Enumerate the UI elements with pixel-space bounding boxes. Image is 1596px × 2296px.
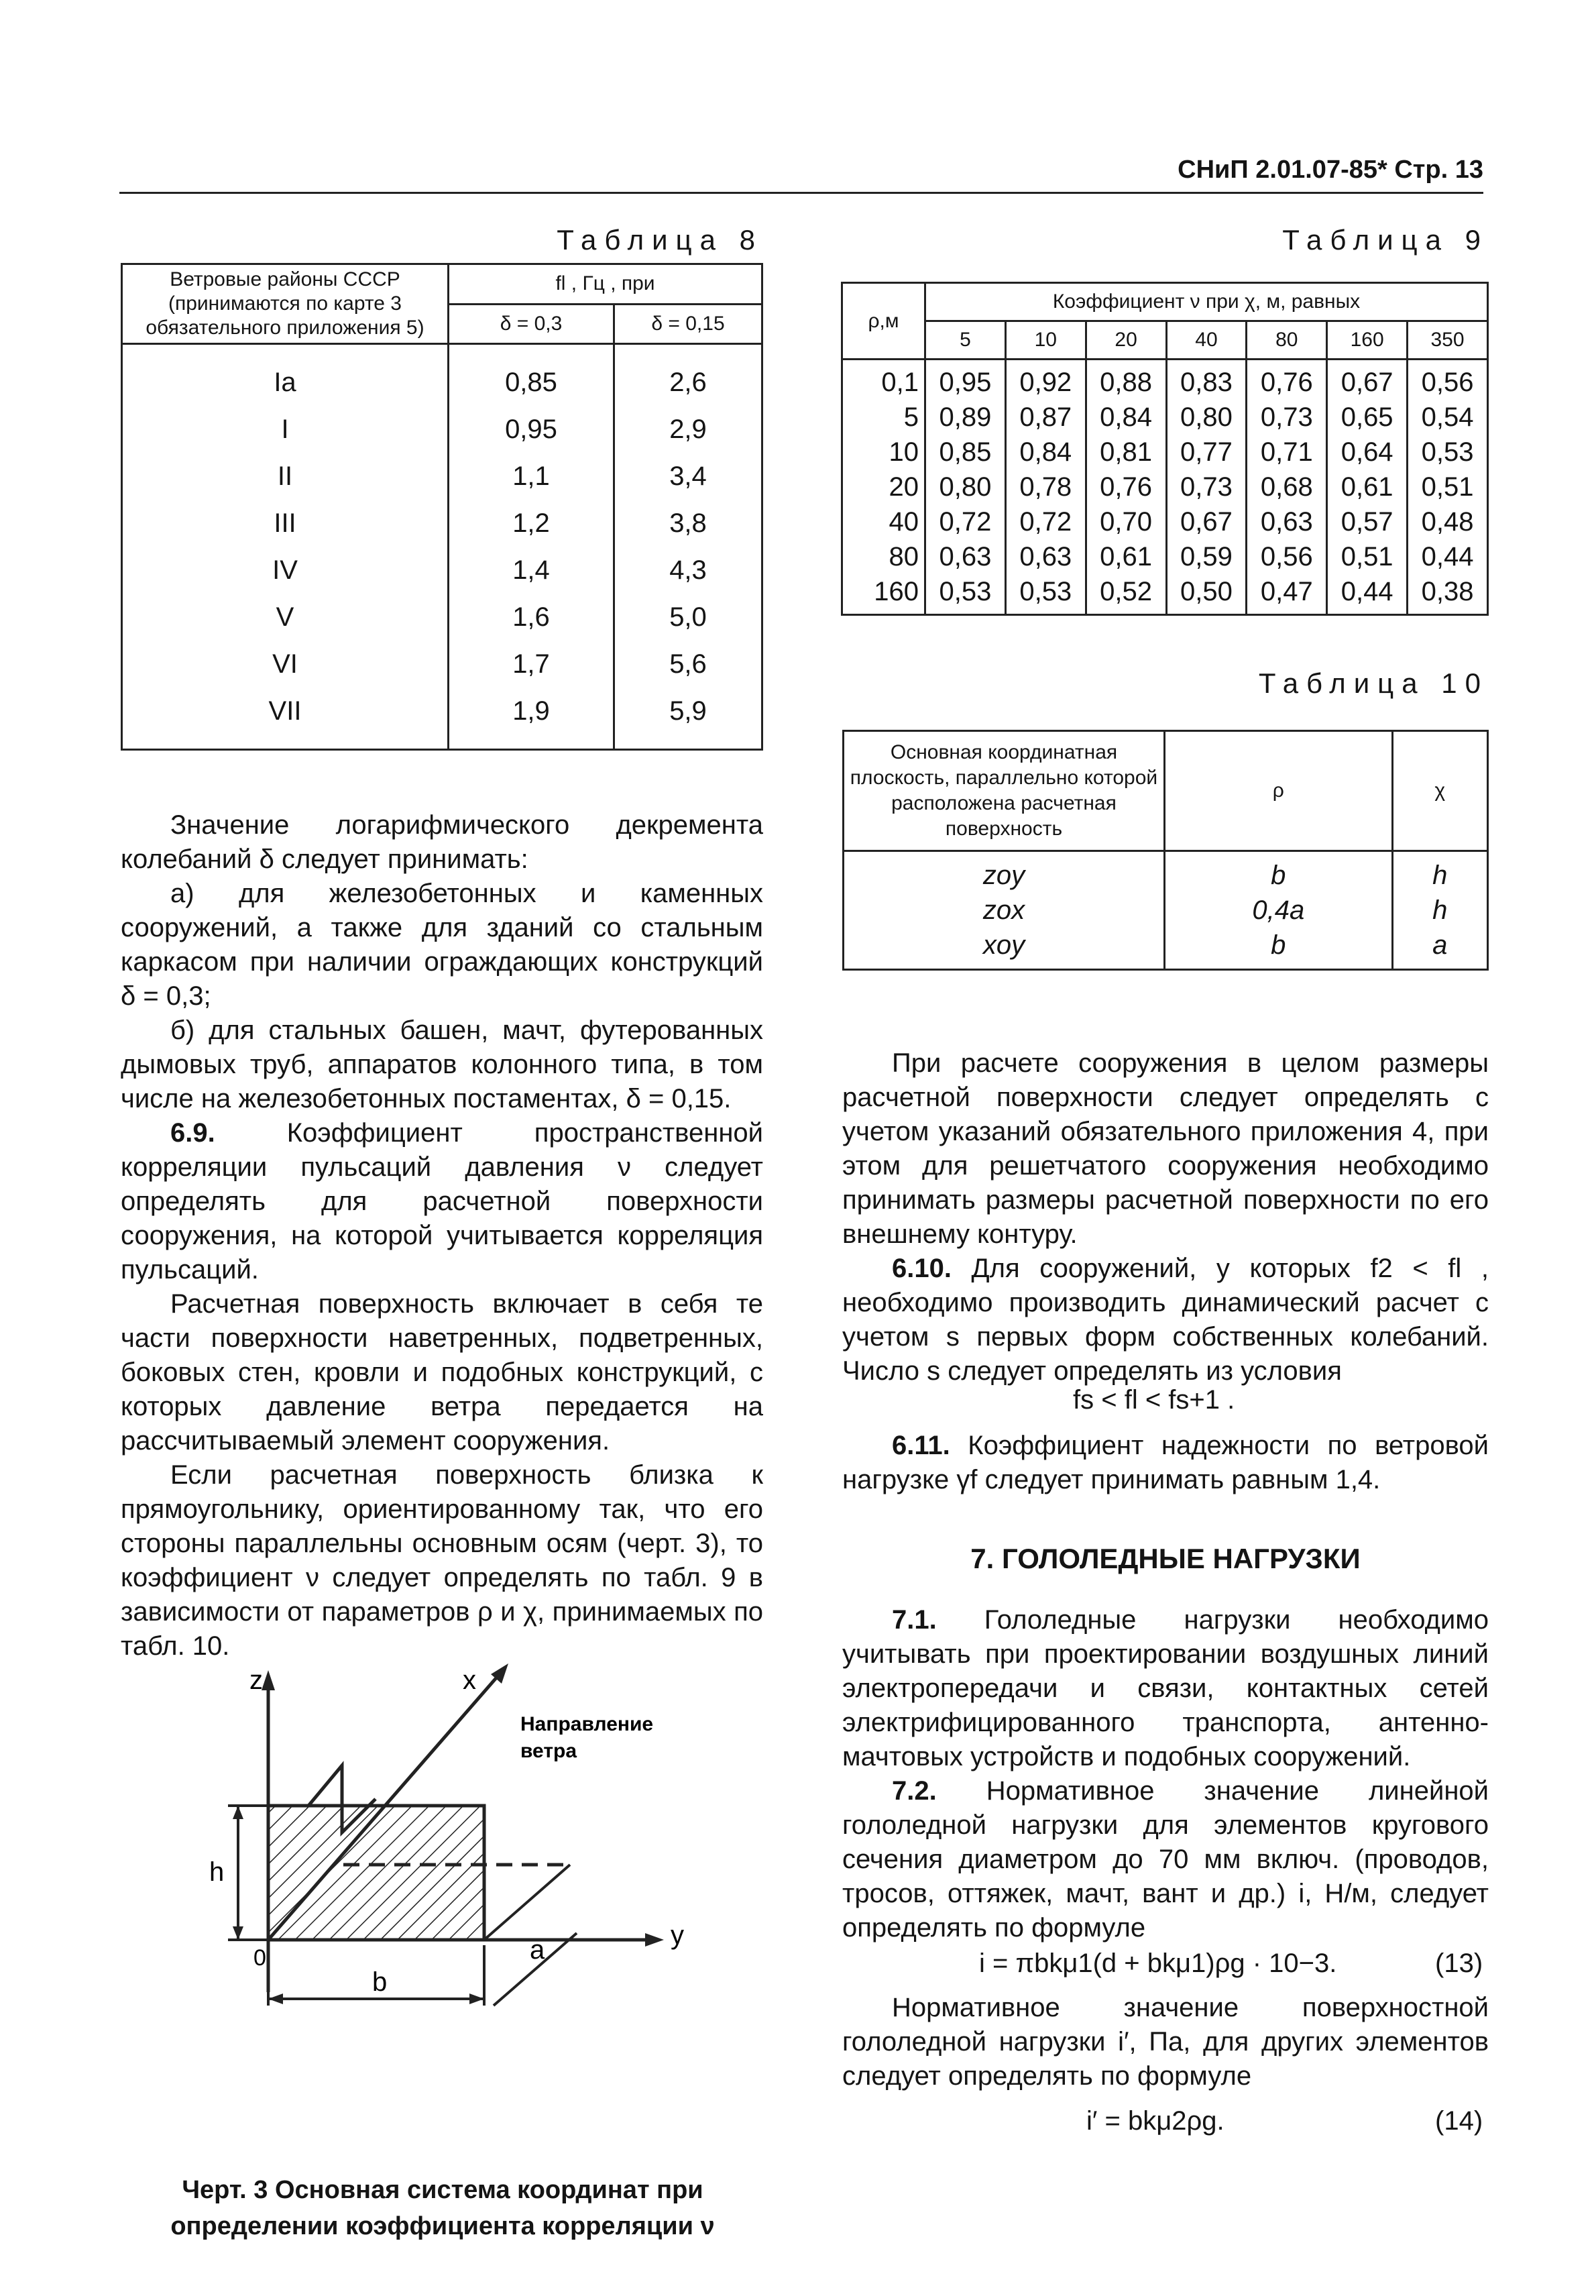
freq-d015-cell: 3,4 bbox=[669, 461, 707, 491]
rho-cell: 5 bbox=[842, 400, 925, 435]
wind-region-cell: Ia bbox=[122, 344, 449, 406]
freq-d03-cell: 1,4 bbox=[449, 547, 614, 594]
para-7-1 bbox=[842, 1603, 1489, 1774]
coef-cell: 0,54 bbox=[1408, 400, 1488, 435]
h-arrow-bottom bbox=[233, 1926, 243, 1940]
coef-cell: 0,87 bbox=[1005, 400, 1086, 435]
coef-cell: 0,84 bbox=[1005, 435, 1086, 470]
clause-text: Коэффициент надежности по ветровой нагрузке γf следует принимать равным 1,4. bbox=[842, 1431, 1489, 1494]
table-row bbox=[842, 470, 1488, 504]
rho-cell: 10 bbox=[842, 435, 925, 470]
left-column-text bbox=[121, 808, 763, 1663]
a-guide bbox=[484, 1940, 494, 2006]
table-row bbox=[122, 594, 762, 641]
design-surface bbox=[268, 1806, 484, 1940]
freq-d03-cell: 1,9 bbox=[449, 688, 614, 750]
table9-col-head: 350 bbox=[1408, 321, 1488, 360]
coef-cell: 0,81 bbox=[1086, 435, 1166, 470]
table-row bbox=[122, 547, 762, 594]
table9-col-head: 40 bbox=[1166, 321, 1247, 360]
coef-cell: 0,92 bbox=[1005, 360, 1086, 400]
page-header: СНиП 2.01.07-85* Стр. 13 bbox=[1178, 156, 1483, 184]
table-row bbox=[844, 928, 1488, 970]
para-damping: Значение логарифмического декремента колебаний δ следует принимать: bbox=[121, 810, 763, 874]
coef-cell: 0,70 bbox=[1086, 504, 1166, 539]
table8-caption: Таблица 8 bbox=[557, 224, 763, 256]
coef-cell: 0,47 bbox=[1247, 574, 1327, 615]
header-rule bbox=[119, 192, 1483, 194]
para-lattice: При расчете сооружения в целом размеры расчетной поверхности следует определять с учетом указаний обязательного приложения 4, при этом для решетчатого сооружения необходимо принимать размеры расчетной поверхности по его внешнему контуру. bbox=[842, 1048, 1489, 1249]
clause-number: 6.9. bbox=[170, 1118, 215, 1148]
wind-region-cell: I bbox=[122, 406, 449, 453]
plane-cell: xoy bbox=[844, 928, 1165, 970]
table-10 bbox=[842, 730, 1489, 971]
table9-body bbox=[842, 360, 1488, 615]
formula-14: i′ = bkμ2ρg. bbox=[1086, 2106, 1224, 2136]
plane-cell: zox bbox=[844, 893, 1165, 928]
table9-head-rho: ρ,м bbox=[842, 283, 925, 360]
coef-cell: 0,64 bbox=[1327, 435, 1408, 470]
coef-cell: 0,61 bbox=[1086, 539, 1166, 574]
coef-cell: 0,89 bbox=[925, 400, 1006, 435]
table9-col-head: 10 bbox=[1005, 321, 1086, 360]
coef-cell: 0,63 bbox=[925, 539, 1006, 574]
wind-region-cell: III bbox=[122, 500, 449, 547]
coef-cell: 0,53 bbox=[1408, 435, 1488, 470]
coef-cell: 0,88 bbox=[1086, 360, 1166, 400]
coef-cell: 0,48 bbox=[1408, 504, 1488, 539]
formula-13-number: (13) bbox=[1435, 1949, 1483, 1978]
coef-cell: 0,80 bbox=[1166, 400, 1247, 435]
coef-cell: 0,56 bbox=[1408, 360, 1488, 400]
freq-d03-cell: 1,2 bbox=[449, 500, 614, 547]
coef-cell: 0,77 bbox=[1166, 435, 1247, 470]
table-row bbox=[842, 360, 1488, 400]
right-column-text-4 bbox=[842, 1991, 1489, 2093]
para-surface-ice: Нормативное значение поверхностной гололедной нагрузки i′, Па, для других элементов следует определять по формуле bbox=[842, 1993, 1489, 2091]
coef-cell: 0,52 bbox=[1086, 574, 1166, 615]
freq-d015-cell: 5,0 bbox=[669, 602, 707, 632]
para-surface: Расчетная поверхность включает в себя те части поверхности наветренных, подветренных, боковых стен, кровли и подобных конструкций, с которых давление ветра передается на рассчитываемый элемент сооружения. bbox=[121, 1289, 763, 1456]
figure-caption: Черт. 3 Основная система координат при определении коэффициента корреляции ν bbox=[170, 2176, 715, 2240]
table9-col-head: 160 bbox=[1327, 321, 1408, 360]
coef-cell: 0,63 bbox=[1005, 539, 1086, 574]
freq-d03-cell: 1,1 bbox=[449, 453, 614, 500]
coef-cell: 0,78 bbox=[1005, 470, 1086, 504]
table-9 bbox=[841, 282, 1489, 616]
table8-body bbox=[122, 344, 762, 750]
coef-cell: 0,51 bbox=[1327, 539, 1408, 574]
para-6-10 bbox=[842, 1252, 1489, 1388]
coef-cell: 0,50 bbox=[1166, 574, 1247, 615]
formula-13: i = πbkμ1(d + bkμ1)ρg · 10−3. bbox=[979, 1949, 1337, 1978]
para-damping-a: а) для железобетонных и каменных сооружений, а также для зданий со стальным каркасом при наличии ограждающих конструкций δ = 0,3; bbox=[121, 879, 763, 1011]
table9-head-coef: Коэффициент ν при χ, м, равных bbox=[925, 283, 1488, 321]
table-row bbox=[842, 539, 1488, 574]
table9-caption: Таблица 9 bbox=[1282, 224, 1489, 256]
coef-cell: 0,71 bbox=[1247, 435, 1327, 470]
rho-cell: b bbox=[1165, 851, 1393, 893]
label-origin: 0 bbox=[253, 1945, 266, 1971]
h-arrow-top bbox=[233, 1806, 243, 1819]
coef-cell: 0,63 bbox=[1247, 504, 1327, 539]
wind-region-cell: VI bbox=[122, 641, 449, 688]
label-x: x bbox=[463, 1665, 476, 1695]
rho-cell: 160 bbox=[842, 574, 925, 615]
rho-cell: b bbox=[1165, 928, 1393, 970]
b-arrow-right bbox=[469, 1993, 484, 2004]
clause-text: Коэффициент пространственной корреляции пульсаций давления ν следует определять для расчетной поверхности сооружения, на которой учитывается корреляция пульсаций. bbox=[121, 1118, 763, 1284]
right-column-text-2 bbox=[842, 1429, 1489, 1497]
table-row bbox=[122, 453, 762, 500]
table-row bbox=[842, 504, 1488, 539]
chi-cell: h bbox=[1392, 893, 1487, 928]
para-7-2 bbox=[842, 1774, 1489, 1945]
coef-cell: 0,68 bbox=[1247, 470, 1327, 504]
clause-number: 6.11. bbox=[892, 1431, 950, 1460]
coef-cell: 0,95 bbox=[925, 360, 1006, 400]
b-arrow-left bbox=[268, 1993, 283, 2004]
coef-cell: 0,84 bbox=[1086, 400, 1166, 435]
section-7-title: 7. ГОЛОЛЕДНЫЕ НАГРУЗКИ bbox=[970, 1543, 1361, 1574]
para-6-11 bbox=[842, 1429, 1489, 1497]
formula-s-condition: fs < fl < fs+1 . bbox=[1073, 1385, 1235, 1415]
table10-head-chi: χ bbox=[1392, 731, 1487, 851]
coef-cell: 0,72 bbox=[1005, 504, 1086, 539]
table8-head-freq: fl , Гц , при bbox=[449, 264, 762, 305]
rho-cell: 20 bbox=[842, 470, 925, 504]
table-row bbox=[122, 406, 762, 453]
coef-cell: 0,73 bbox=[1247, 400, 1327, 435]
clause-number: 7.2. bbox=[892, 1776, 937, 1806]
freq-d015-cell: 5,9 bbox=[669, 696, 707, 726]
table-row bbox=[842, 574, 1488, 615]
coef-cell: 0,67 bbox=[1327, 360, 1408, 400]
clause-text: Нормативное значение линейной гололедной нагрузки для элементов кругового сечения диаметром до 70 мм включ. (проводов, тросов, оттяжек, мачт, вант и др.) i, Н/м, следует определять по формуле bbox=[842, 1776, 1489, 1943]
freq-d03-cell: 1,7 bbox=[449, 641, 614, 688]
table-row bbox=[122, 500, 762, 547]
formula-14-number: (14) bbox=[1435, 2106, 1483, 2136]
table-8 bbox=[121, 263, 763, 751]
coef-cell: 0,61 bbox=[1327, 470, 1408, 504]
para-rectangle: Если расчетная поверхность близка к прямоугольнику, ориентированному так, что его стороны параллельны основным осям (черт. 3), то коэффициент ν следует определять по табл. 9 в зависимости от параметров ρ и χ, принимаемых по табл. 10. bbox=[121, 1460, 763, 1661]
coef-cell: 0,65 bbox=[1327, 400, 1408, 435]
table-row bbox=[844, 893, 1488, 928]
table-row bbox=[842, 400, 1488, 435]
chi-cell: h bbox=[1392, 851, 1487, 893]
coef-cell: 0,53 bbox=[1005, 574, 1086, 615]
wind-label-1: Направление bbox=[520, 1713, 654, 1735]
table10-caption: Таблица 10 bbox=[1258, 667, 1489, 699]
wind-region-cell: II bbox=[122, 453, 449, 500]
coef-cell: 0,72 bbox=[925, 504, 1006, 539]
coef-cell: 0,76 bbox=[1086, 470, 1166, 504]
rho-cell: 80 bbox=[842, 539, 925, 574]
table-row bbox=[842, 435, 1488, 470]
right-column-text bbox=[842, 1046, 1489, 1388]
clause-number: 7.1. bbox=[892, 1605, 937, 1635]
right-column-text-3 bbox=[842, 1603, 1489, 1945]
coef-cell: 0,57 bbox=[1327, 504, 1408, 539]
coef-cell: 0,53 bbox=[925, 574, 1006, 615]
para-6-9 bbox=[121, 1116, 763, 1287]
z-arrow bbox=[262, 1670, 275, 1690]
plane-cell: zoy bbox=[844, 851, 1165, 893]
freq-d03-cell: 0,95 bbox=[449, 406, 614, 453]
coef-cell: 0,38 bbox=[1408, 574, 1488, 615]
wind-label-2: ветра bbox=[520, 1740, 577, 1762]
table9-col-head: 20 bbox=[1086, 321, 1166, 360]
rho-cell: 0,4a bbox=[1165, 893, 1393, 928]
coef-cell: 0,67 bbox=[1166, 504, 1247, 539]
freq-d015-cell: 3,8 bbox=[669, 508, 707, 538]
label-a: a bbox=[530, 1935, 545, 1965]
coef-cell: 0,44 bbox=[1408, 539, 1488, 574]
coef-cell: 0,73 bbox=[1166, 470, 1247, 504]
table9-head-cols bbox=[842, 321, 1488, 360]
clause-number: 6.10. bbox=[892, 1254, 952, 1283]
clause-text: Гололедные нагрузки необходимо учитывать при проектировании воздушных линий электропередачи и связи, контактных сетей электрифицированного транспорта, антенно-мачтовых устройств и подобных сооружений. bbox=[842, 1605, 1489, 1771]
freq-d03-cell: 0,85 bbox=[449, 344, 614, 406]
wind-region-cell: IV bbox=[122, 547, 449, 594]
coef-cell: 0,80 bbox=[925, 470, 1006, 504]
coordinate-diagram bbox=[168, 1657, 758, 2167]
y-arrow bbox=[645, 1933, 664, 1947]
table8-head-region: Ветровые районы СССР (принимаются по карте 3 обязательного приложения 5) bbox=[122, 264, 449, 344]
label-y: y bbox=[671, 1920, 684, 1950]
coef-cell: 0,59 bbox=[1166, 539, 1247, 574]
coef-cell: 0,83 bbox=[1166, 360, 1247, 400]
coef-cell: 0,85 bbox=[925, 435, 1006, 470]
label-h: h bbox=[209, 1857, 225, 1887]
table-row bbox=[122, 344, 762, 406]
rho-cell: 40 bbox=[842, 504, 925, 539]
table9-col-head: 5 bbox=[925, 321, 1006, 360]
wind-region-cell: VII bbox=[122, 688, 449, 750]
label-z: z bbox=[249, 1665, 263, 1695]
chi-cell: a bbox=[1392, 928, 1487, 970]
coef-cell: 0,51 bbox=[1408, 470, 1488, 504]
table9-col-head: 80 bbox=[1247, 321, 1327, 360]
freq-d03-cell: 1,6 bbox=[449, 594, 614, 641]
freq-d015-cell: 2,6 bbox=[669, 367, 707, 397]
table10-head-rho: ρ bbox=[1165, 731, 1393, 851]
rho-cell: 0,1 bbox=[842, 360, 925, 400]
wind-region-cell: V bbox=[122, 594, 449, 641]
label-b: b bbox=[372, 1967, 388, 1997]
table10-head-plane: Основная координатная плоскость, параллельно которой расположена расчетная поверхность bbox=[844, 731, 1165, 851]
coef-cell: 0,76 bbox=[1247, 360, 1327, 400]
depth-edge bbox=[484, 1865, 570, 1940]
table-row bbox=[122, 641, 762, 688]
para-damping-b: б) для стальных башен, мачт, футерованных дымовых труб, аппаратов колонного типа, в том числе на железобетонных постаментах, δ = 0,15. bbox=[121, 1016, 763, 1113]
table8-head-d2: δ = 0,15 bbox=[614, 304, 762, 344]
coef-cell: 0,44 bbox=[1327, 574, 1408, 615]
freq-d015-cell: 5,6 bbox=[669, 649, 707, 679]
table8-head-d1: δ = 0,3 bbox=[449, 304, 614, 344]
table-row bbox=[122, 688, 762, 750]
table-row bbox=[844, 851, 1488, 893]
table10-body bbox=[844, 851, 1488, 970]
coef-cell: 0,56 bbox=[1247, 539, 1327, 574]
freq-d015-cell: 2,9 bbox=[669, 414, 707, 444]
freq-d015-cell: 4,3 bbox=[669, 555, 707, 585]
clause-text: Для сооружений, у которых f2 < fl , необходимо производить динамический расчет с учетом s первых форм собственных колебаний. Число s следует определять из условия bbox=[842, 1254, 1489, 1386]
